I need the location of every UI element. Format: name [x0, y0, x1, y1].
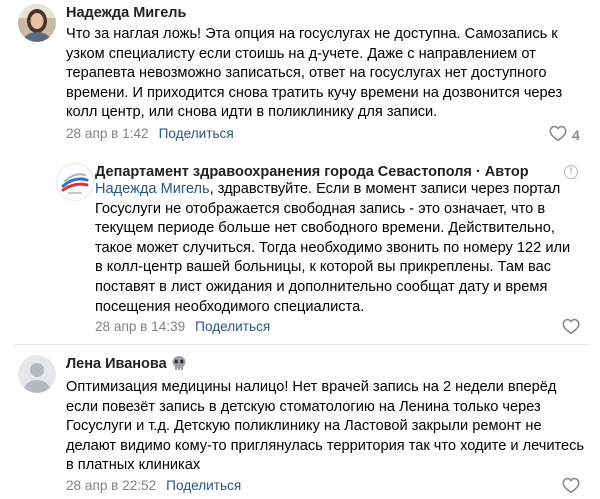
comment-author[interactable]: Департамент здравоохранения города Севастополя · Автор: [95, 164, 529, 180]
like-button[interactable]: [562, 477, 580, 497]
author-name[interactable]: Лена Иванова: [66, 356, 167, 372]
text-line: времени. И приходится снова тратить кучу времени на дозвонится через: [66, 84, 563, 101]
text-line: Надежда Мигель, здравствуйте. Если в момент записи через портал: [95, 181, 561, 197]
text-line: текущем периоде больше нет свободного времени. Действительно,: [95, 220, 555, 237]
like-button[interactable]: [549, 125, 580, 145]
share-link[interactable]: Поделиться: [195, 319, 271, 334]
text-line: такое может случиться. Тогда необходимо звонить по номеру 122 или: [95, 239, 571, 256]
mention-link[interactable]: Надежда Мигель: [95, 181, 210, 197]
text-line: в колл-центр вашей больницы, к которой вы прикреплены. Там вас: [95, 259, 552, 276]
comment-author: [66, 355, 187, 376]
text-line: если повезёт запись в детскую стоматологию на Ленина только через: [66, 398, 541, 415]
text-line: Оптимизация медицины налицо! Нет врачей запись на 2 недели вперёд: [66, 379, 557, 395]
text-line: Что за наглая ложь! Эта опция на госуслугах не доступна. Самозапись к: [66, 26, 558, 42]
comment-meta: [66, 125, 234, 143]
comment-date[interactable]: 28 апр в 14:39: [95, 319, 186, 334]
avatar[interactable]: [56, 163, 94, 201]
share-link[interactable]: Поделиться: [158, 126, 234, 141]
share-link[interactable]: Поделиться: [166, 478, 242, 493]
text-line: Госуслуги и т.д. Детскую поликлинику на Ластовой закрыли ремонт не: [66, 418, 542, 435]
alien-monster-icon: [171, 355, 187, 376]
heart-outline-icon: [562, 318, 580, 338]
heart-outline-icon: [549, 125, 567, 145]
text-line: терапевта невозможно записаться, ответ на госуслугах нет доступного: [66, 65, 547, 82]
comment-text: [66, 378, 584, 476]
text-line: поставят в лист ожидания и дополнительно сообщат дату и время: [95, 278, 548, 295]
comment-author[interactable]: Надежда Мигель: [66, 5, 187, 21]
avatar[interactable]: [18, 4, 56, 42]
text-line: в платных клиниках: [66, 457, 201, 474]
comment-text: [66, 25, 562, 123]
text-line: посещения необходимого специалиста.: [95, 298, 365, 315]
avatar[interactable]: [18, 355, 56, 393]
comment-meta: [66, 477, 241, 495]
comment-text: [95, 180, 570, 317]
like-count: 4: [572, 127, 580, 143]
text-line: Госуслуги не отображается свободная запись - это означает, что в: [95, 200, 546, 217]
comment-meta: [95, 318, 270, 336]
heart-outline-icon: [562, 477, 580, 497]
text-line: колл центр, или снова идти в поликлинику для записи.: [66, 104, 438, 121]
comment-date[interactable]: 28 апр в 22:52: [66, 478, 157, 493]
like-button[interactable]: [562, 318, 580, 338]
text-line: делают видимо кому-то приглянулась территория так что ходите и лечитесь: [66, 437, 585, 454]
divider: [14, 344, 590, 345]
comment-date[interactable]: 28 апр в 1:42: [66, 126, 149, 141]
more-info-icon[interactable]: !: [564, 165, 578, 179]
text-line: узком специалисту если стоишь на д-учете. Даже с направлением от: [66, 45, 536, 62]
